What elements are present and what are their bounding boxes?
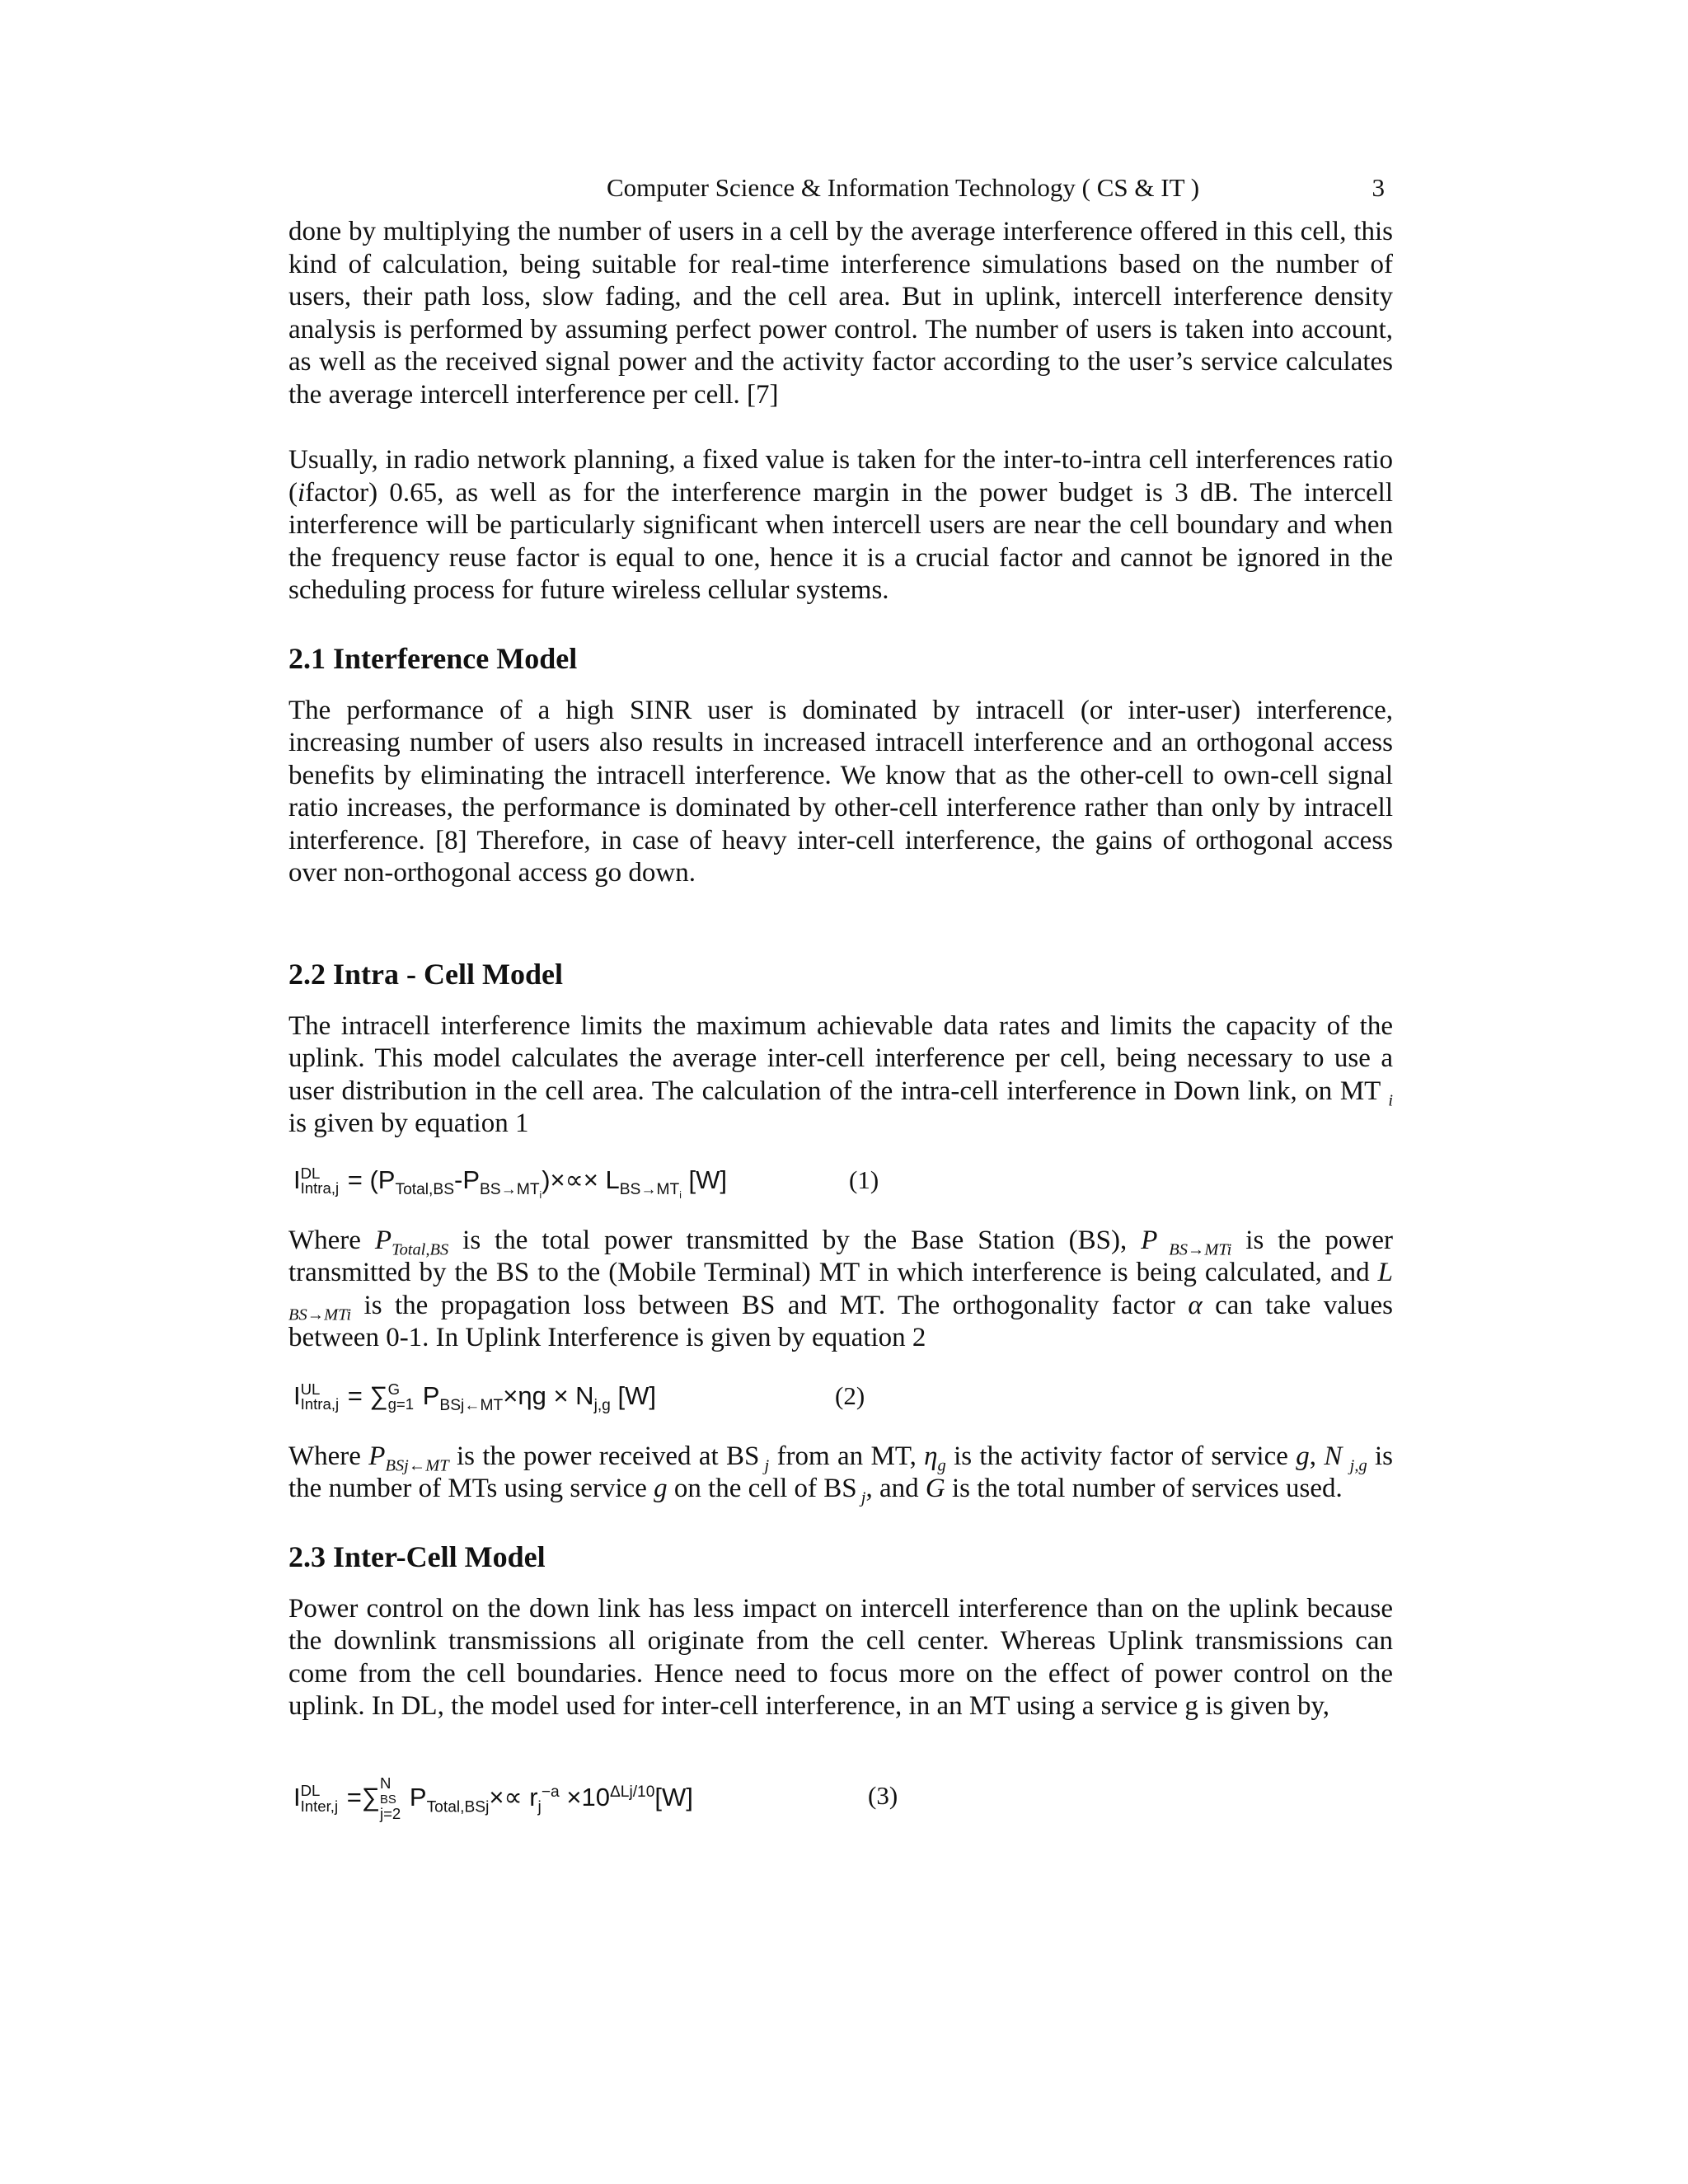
equation-3	[288, 1774, 1393, 1822]
paragraph-interference-model: The performance of a high SINR user is dominated by intracell (or inter-user) interference, increasing number of users also results in increased intracell interference and an orthogonal access benefits by eliminating the intracell interference. We know that as the other-cell to own-cell signal ratio increases, the performance is dominated by other-cell interference rather than only by intracell interference. [8] Therefore, in case of heavy inter-cell interference, the gains of orthogonal access over non-orthogonal access go down.	[288, 695, 1393, 888]
running-title: Computer Science & Information Technology ( CS & IT )	[607, 173, 1200, 202]
equation-1-number: (1)	[849, 1165, 879, 1194]
equation-2-expression: I UL Intra,j = ∑ G g=1 $P_{BSj\leftarrow MT}\times\eta g \times N_{j,g}$ [W]	[293, 1380, 656, 1414]
equation-3-number: (3)	[868, 1780, 898, 1810]
paragraph-eq1-where: Where $P_{Total,BS}$ is the total power transmitted by the Base Station (BS), P $_{BS\to MTi}$ is the power transmitted by the BS to the (Mobile Terminal) MT in which interference is being calculated, and L $_{BS\to MTi}$ is the propagation loss between BS and MT. The orthogonality factor α can take values between 0-1. In Uplink Interference is given by equation 2	[288, 1225, 1394, 1352]
section-heading-2-2: 2.2 Intra - Cell Model	[288, 957, 563, 991]
section-heading-2-3: 2.3 Inter-Cell Model	[288, 1540, 546, 1573]
paragraph-eq2-where: Where $P_{BSj\leftarrow MT}$ is the power received at BS $_j$ from an MT, $\eta_g$ is the activity factor of service g, N $_{j,g}$ is the number of MTs using service g on the cell of BS $_j$, and G is the total number of services used.	[288, 1441, 1394, 1507]
paragraph-inter-cell: Power control on the down link has less impact on intercell interference than on the uplink because the downlink transmissions all originate from the cell center. Whereas Uplink transmissions can come from the cell boundaries. Hence need to focus more on the effect of power control on the uplink. In DL, the model used for inter-cell interference, in an MT using a service g is given by,	[288, 1593, 1393, 1721]
equation-3-expression: I DL Inter,j =∑ N BS j=2 $P_{Total,BSj}\times\propto r_j^{-a} \times 10^{\Delta Lj/10}[W]$	[293, 1774, 693, 1822]
page-body	[288, 216, 1394, 1822]
equation-2-number: (2)	[835, 1380, 865, 1410]
paragraph-intra-cell: The intracell interference limits the maximum achievable data rates and limits the capacity of the uplink. This model calculates the average inter-cell interference per cell, being necessary to use a user distribution in the cell area. The calculation of the intra-cell interference in Down link, on MT $_i$ is given by equation 1	[288, 1010, 1394, 1138]
paragraph-intro-continued: done by multiplying the number of users in a cell by the average interference offered in this cell, this kind of calculation, being suitable for real-time interference simulations based on the number of users, their path loss, slow fading, and the cell area. But in uplink, intercell interference density analysis is performed by assuming perfect power control. The number of users is taken into account, as well as the received signal power and the activity factor according to the user’s service calculates the average intercell interference per cell. [7]	[288, 217, 1393, 410]
page-number: 3	[1372, 173, 1385, 202]
section-heading-2-1: 2.1 Interference Model	[288, 641, 578, 675]
equation-1-expression: I DL Intra,j = $(P_{Total,BS}-P_{BS\to MT_i})\times\propto\times L_{BS\to MT_i}$ [W]	[293, 1164, 728, 1201]
equation-1	[288, 1160, 1393, 1200]
page-header	[288, 170, 1385, 206]
equation-2	[288, 1376, 1393, 1416]
paragraph-ifactor: Usually, in radio network planning, a fixed value is taken for the inter-to-intra cell interferences ratio (ifactor) 0.65, as well as for the interference margin in the power budget is 3 dB. The intercell interference will be particularly significant when intercell users are near the cell boundary and when the frequency reuse factor is equal to one, hence it is a crucial factor and cannot be ignored in the scheduling process for future wireless cellular systems.	[288, 445, 1393, 605]
